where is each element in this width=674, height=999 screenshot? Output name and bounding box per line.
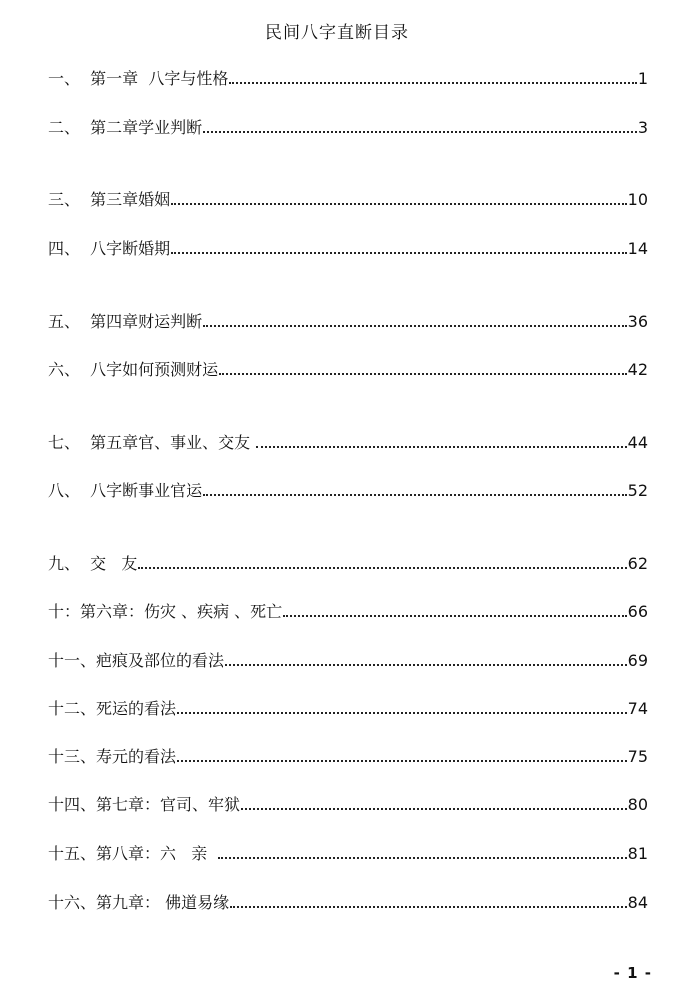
toc-entry-page: 14 [627, 239, 648, 258]
toc-entry-title: 十五、第八章：六 亲 [48, 844, 218, 863]
toc-dot-leader [218, 857, 626, 859]
toc-entry [48, 841, 648, 865]
toc-dot-leader [203, 494, 626, 496]
toc-entry-title: 四、 八字断婚期 [48, 239, 171, 258]
toc-entry [48, 744, 648, 768]
toc-entry [48, 66, 648, 90]
toc-entry-title: 一、 第一章 八字与性格 [48, 69, 229, 88]
toc-dot-leader [203, 131, 637, 133]
toc-entry-title: 十二、死运的看法 [48, 699, 177, 718]
toc-entry-page: 81 [627, 844, 648, 863]
toc-dot-leader [230, 906, 627, 908]
toc-entry-page: 52 [627, 481, 648, 500]
toc-dot-leader [171, 203, 626, 205]
toc-entry-title: 十一、疤痕及部位的看法 [48, 651, 225, 670]
toc-entry-page: 62 [627, 554, 648, 573]
document-title: 民间八字直断目录 [265, 23, 409, 43]
toc-entry-title: 八、 八字断事业官运 [48, 481, 203, 500]
toc-entry-page: 3 [637, 118, 648, 137]
toc-entry-title: 十四、第七章：官司、牢狱 [48, 795, 241, 814]
toc-dot-leader [283, 615, 626, 617]
toc-dot-leader [256, 446, 626, 448]
toc-entry [48, 430, 648, 454]
toc-entry [48, 357, 648, 381]
toc-entry-page: 36 [627, 312, 648, 331]
toc-entry-title: 十三、寿元的看法 [48, 747, 177, 766]
toc-entry [48, 696, 648, 720]
toc-dot-leader [203, 325, 626, 327]
toc-entry [48, 187, 648, 211]
page-number: - 1 - [613, 964, 652, 982]
toc-entry-title: 三、 第三章婚姻 [48, 190, 171, 209]
toc-entry-page: 74 [627, 699, 648, 718]
toc-dot-leader [177, 760, 627, 762]
toc-entry-page: 80 [627, 795, 648, 814]
toc-entry-page: 1 [637, 69, 648, 88]
toc-entry-page: 69 [627, 651, 648, 670]
toc-entry-page: 10 [627, 190, 648, 209]
toc-entry [48, 551, 648, 575]
toc-entry [48, 648, 648, 672]
toc-dot-leader [229, 82, 636, 84]
toc-entry [48, 792, 648, 816]
toc-entry [48, 890, 648, 914]
toc-entry-page: 75 [627, 747, 648, 766]
toc-entry-title: 六、 八字如何预测财运 [48, 360, 219, 379]
toc-entry-title: 五、 第四章财运判断 [48, 312, 203, 331]
toc-entry-title: 十六、第九章： 佛道易缘 [48, 893, 230, 912]
toc-entry-title: 十：第六章：伤灾 、疾病 、死亡 [48, 602, 283, 621]
toc-entry-page: 84 [627, 893, 648, 912]
toc-dot-leader [177, 712, 627, 714]
toc-entry-title: 七、 第五章官、事业、交友 [48, 433, 256, 452]
toc-entry-title: 二、 第二章学业判断 [48, 118, 203, 137]
toc-dot-leader [241, 808, 627, 810]
toc-entry-title: 九、 交 友 [48, 554, 138, 573]
toc-dot-leader [225, 664, 627, 666]
toc-entry [48, 599, 648, 623]
toc-dot-leader [171, 252, 626, 254]
toc-entry [48, 478, 648, 502]
toc-entry-page: 44 [627, 433, 648, 452]
toc-entry-page: 42 [627, 360, 648, 379]
toc-entry [48, 236, 648, 260]
toc-entry-page: 66 [627, 602, 648, 621]
toc-entry [48, 309, 648, 333]
toc-dot-leader [219, 373, 626, 375]
toc-dot-leader [138, 567, 626, 569]
toc-entry [48, 115, 648, 139]
